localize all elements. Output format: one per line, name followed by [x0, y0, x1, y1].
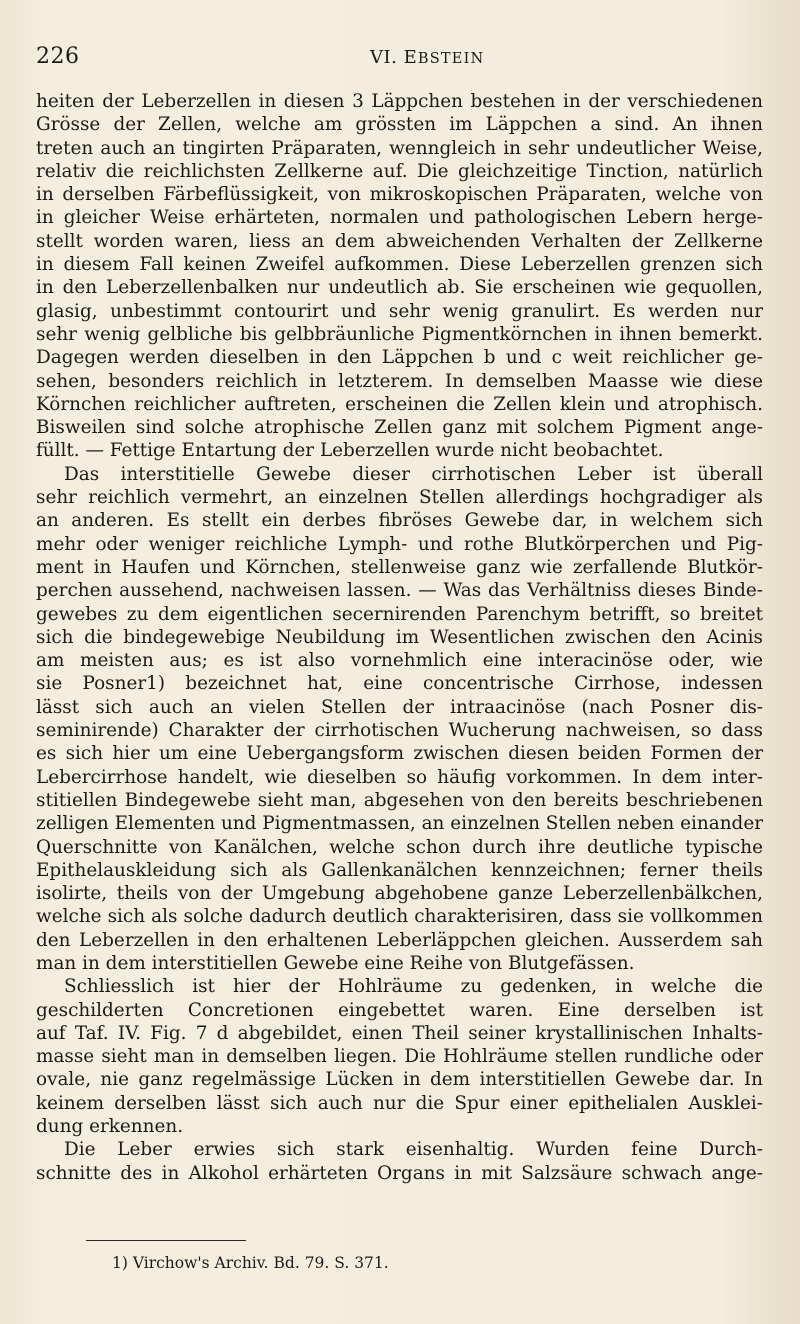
text-line: schnitte des in Alkohol erhärteten Organs in mit Salzsäure schwach ange-	[36, 1162, 763, 1184]
text-line: sehen, besonders reichlich in letzterem. In demselben Maasse wie diese	[36, 370, 763, 392]
text-line: masse sieht man in demselben liegen. Die Hohlräume stellen rundliche oder	[36, 1046, 763, 1068]
text-line: sehr wenig gelbliche bis gelbbräunliche Pigmentkörnchen in ihnen bemerkt.	[36, 323, 763, 345]
text-line: Querschnitte von Kanälchen, welche schon durch ihre deutliche typische	[36, 836, 763, 858]
text-line: füllt. — Fettige Entartung der Leberzellen wurde nicht beobachtet.	[36, 440, 664, 462]
text-line: isolirte, theils von der Umgebung abgehobene ganze Leberzellenbälkchen,	[36, 883, 763, 905]
text-line: in gleicher Weise erhärteten, normalen und pathologischen Lebern herge-	[36, 207, 763, 229]
text-line: Lebercirrhose handelt, wie dieselben so häufig vorkommen. In dem inter-	[36, 766, 763, 788]
text-line: heiten der Leberzellen in diesen 3 Läppchen bestehen in der verschiedenen	[36, 91, 763, 112]
body-text	[36, 90, 763, 1185]
text-line: geschilderten Concretionen eingebettet waren. Eine derselben ist	[36, 999, 763, 1021]
page-number: 226	[36, 44, 80, 69]
text-line: an anderen. Es stellt ein derbes fibröses Gewebe dar, in welchem sich	[36, 510, 763, 532]
text-line: Das interstitielle Gewebe dieser cirrhotischen Leber ist überall	[64, 463, 763, 485]
running-head	[370, 47, 484, 68]
text-line: in den Leberzellenbalken nur undeutlich ab. Sie erscheinen wie gequollen,	[36, 277, 763, 299]
text-line: Schliesslich ist hier der Hohlräume zu gedenken, in welche die	[64, 976, 763, 998]
page-header	[36, 44, 764, 78]
text-line: ovale, nie ganz regelmässige Lücken in dem interstitiellen Gewebe dar. In	[36, 1069, 763, 1091]
text-line: keinem derselben lässt sich auch nur die Spur einer epithelialen Ausklei-	[36, 1092, 763, 1114]
text-line: dung erkennen.	[36, 1116, 184, 1138]
text-line: den Leberzellen in den erhaltenen Leberläppchen gleichen. Ausserdem sah	[36, 929, 763, 951]
text-line: mehr oder weniger reichliche Lymph- und rothe Blutkörperchen und Pig-	[36, 533, 763, 555]
text-line: relativ die reichlichsten Zellkerne auf. Die gleichzeitige Tinction, natürlich	[36, 160, 763, 182]
text-line: Die Leber erwies sich stark eisenhaltig. Wurden feine Durch-	[64, 1139, 763, 1161]
text-line: am meisten aus; es ist also vornehmlich eine interacinöse oder, wie	[36, 650, 763, 672]
text-line: treten auch an tingirten Präparaten, wenngleich in sehr undeutlicher Weise,	[36, 137, 763, 159]
text-line: lässt sich auch an vielen Stellen der intraacinöse (nach Posner dis-	[36, 696, 763, 718]
text-line: perchen aussehend, nachweisen lassen. — Was das Verhältniss dieses Binde-	[36, 580, 763, 602]
text-line: stitiellen Bindegewebe sieht man, abgesehen von den bereits beschriebenen	[36, 789, 763, 811]
text-line: man in dem interstitiellen Gewebe eine Reihe von Blutgefässen.	[36, 952, 635, 974]
text-line: es sich hier um eine Uebergangsform zwischen diesen beiden Formen der	[36, 743, 763, 765]
text-line: gewebes zu dem eigentlichen secernirenden Parenchym betrifft, so breitet	[36, 603, 763, 625]
text-line: seminirende) Charakter der cirrhotischen Wucherung nachweisen, so dass	[36, 720, 763, 742]
text-line: glasig, unbestimmt contourirt und sehr wenig granulirt. Es werden nur	[36, 300, 763, 322]
text-line: Dagegen werden dieselben in den Läppchen b und c weit reichlicher ge-	[36, 347, 763, 369]
text-line: sich die bindegewebige Neubildung im Wesentlichen zwischen den Acinis	[36, 626, 763, 648]
text-line: zelligen Elementen und Pigmentmassen, an einzelnen Stellen neben einander	[36, 813, 763, 835]
text-line: sie Posner1) bezeichnet hat, eine concentrische Cirrhose, indessen	[36, 673, 763, 695]
chapter-number: VI.	[370, 47, 398, 68]
text-line: auf Taf. IV. Fig. 7 d abgebildet, einen Theil seiner krystallinischen Inhalts-	[36, 1022, 763, 1044]
text-line: in derselben Färbeflüssigkeit, von mikroskopischen Präparaten, welche von	[36, 184, 763, 206]
text-line: Epithelauskleidung sich als Gallenkanälchen kennzeichnen; ferner theils	[36, 859, 763, 881]
text-line: Körnchen reichlicher auftreten, erscheinen die Zellen klein und atrophisch.	[36, 393, 763, 415]
text-line: ment in Haufen und Körnchen, stellenweise ganz wie zerfallende Blutkör-	[36, 556, 763, 578]
text-line: welche sich als solche dadurch deutlich charakterisiren, dass sie vollkommen	[36, 906, 763, 928]
text-line: sehr reichlich vermehrt, an einzelnen Stellen allerdings hochgradiger als	[36, 487, 763, 509]
author-name: EBSTEIN	[403, 47, 485, 68]
text-line: Bisweilen sind solche atrophische Zellen ganz mit solchem Pigment ange-	[36, 417, 763, 439]
footnote-rule	[86, 1240, 246, 1241]
text-line: Grösse der Zellen, welche am grössten im Läppchen a sind. An ihnen	[36, 114, 763, 136]
footnote: 1) Virchow's Archiv. Bd. 79. S. 371.	[112, 1254, 389, 1272]
text-line: stellt worden waren, liess an dem abweichenden Verhalten der Zellkerne	[36, 230, 763, 252]
text-line: in diesem Fall keinen Zweifel aufkommen. Diese Leberzellen grenzen sich	[36, 254, 763, 276]
